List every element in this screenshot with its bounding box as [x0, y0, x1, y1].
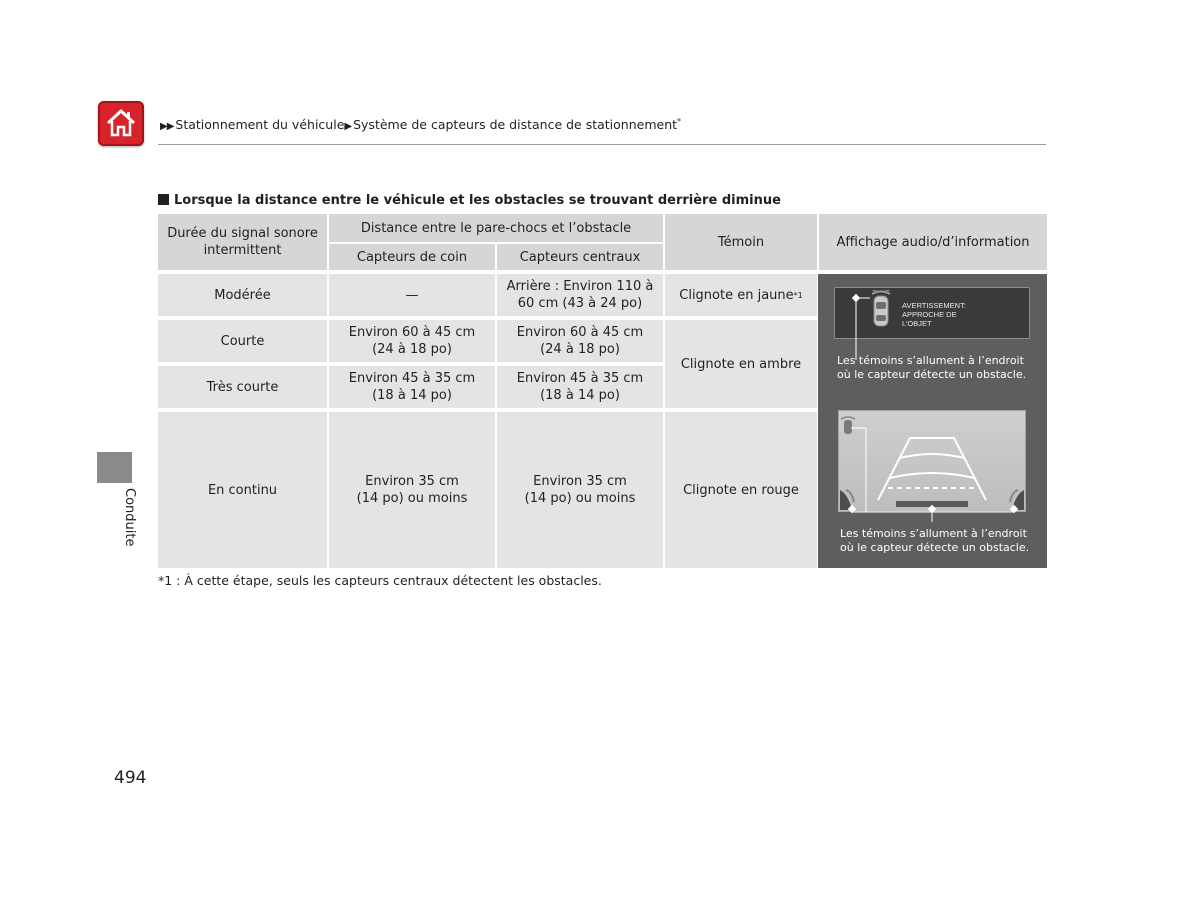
row-moderate-corner: — — [329, 274, 495, 316]
row-moderate-central: Arrière : Environ 110 à 60 cm (43 à 24 po) — [497, 274, 663, 316]
caption-bottom: Les témoins s’allument à l’endroit où le capteur détecte un obstacle. — [840, 527, 1030, 554]
square-bullet-icon — [158, 194, 169, 205]
header-corner-sensors: Capteurs de coin — [329, 244, 495, 270]
row-short-duration: Courte — [158, 320, 327, 362]
header-display: Affichage audio/d’information — [819, 214, 1047, 270]
rear-camera-illustration — [838, 410, 1026, 522]
chapter-label: Conduite — [122, 488, 137, 547]
row-moderate-duration: Modérée — [158, 274, 327, 316]
section-title — [158, 193, 781, 208]
section-title-text: Lorsque la distance entre le véhicule et les obstacles se trouvant derrière diminue — [174, 193, 781, 208]
row-continuous-indicator: Clignote en rouge — [665, 412, 817, 568]
breadcrumb-parking[interactable]: Stationnement du véhicule — [175, 117, 345, 133]
breadcrumb-sensor-system[interactable]: Système de capteurs de distance de stationnement — [353, 117, 678, 133]
row-very-short-corner: Environ 45 à 35 cm (18 à 14 po) — [329, 366, 495, 408]
breadcrumb — [160, 117, 681, 132]
row-continuous-duration: En continu — [158, 412, 327, 568]
row-very-short-central: Environ 45 à 35 cm (18 à 14 po) — [497, 366, 663, 408]
footnote: *1 : À cette étape, seuls les capteurs centraux détectent les obstacles. — [158, 573, 602, 588]
header-indicator: Témoin — [665, 214, 817, 270]
row-continuous-corner: Environ 35 cm (14 po) ou moins — [329, 412, 495, 568]
caption-top: Les témoins s’allument à l’endroit où le capteur détecte un obstacle. — [837, 354, 1027, 381]
header-central-sensors: Capteurs centraux — [497, 244, 663, 270]
home-button[interactable] — [98, 101, 144, 146]
row-moderate-indicator — [665, 274, 817, 316]
triangle-arrow-icon: ▶▶ — [160, 121, 174, 133]
row-very-short-duration: Très courte — [158, 366, 327, 408]
home-icon — [104, 106, 138, 140]
footnote-ref: *1 — [793, 290, 803, 300]
row-short-corner: Environ 60 à 45 cm (24 à 18 po) — [329, 320, 495, 362]
row-continuous-central: Environ 35 cm (14 po) ou moins — [497, 412, 663, 568]
header-divider — [158, 144, 1046, 145]
row-short-central: Environ 60 à 45 cm (24 à 18 po) — [497, 320, 663, 362]
chapter-tab[interactable] — [97, 452, 132, 483]
warning-message: AVERTISSEMENT: APPROCHE DE L’OBJET — [902, 301, 966, 328]
header-duration: Durée du signal sonore intermittent — [158, 214, 327, 270]
asterisk-mark: * — [677, 117, 682, 126]
indicator-amber: Clignote en ambre — [665, 320, 817, 408]
triangle-arrow-icon: ▶ — [344, 121, 352, 133]
header-distance: Distance entre le pare-chocs et l’obstacle — [329, 214, 663, 242]
indicator-yellow-text: Clignote en jaune — [679, 287, 794, 303]
page-number: 494 — [114, 768, 147, 788]
